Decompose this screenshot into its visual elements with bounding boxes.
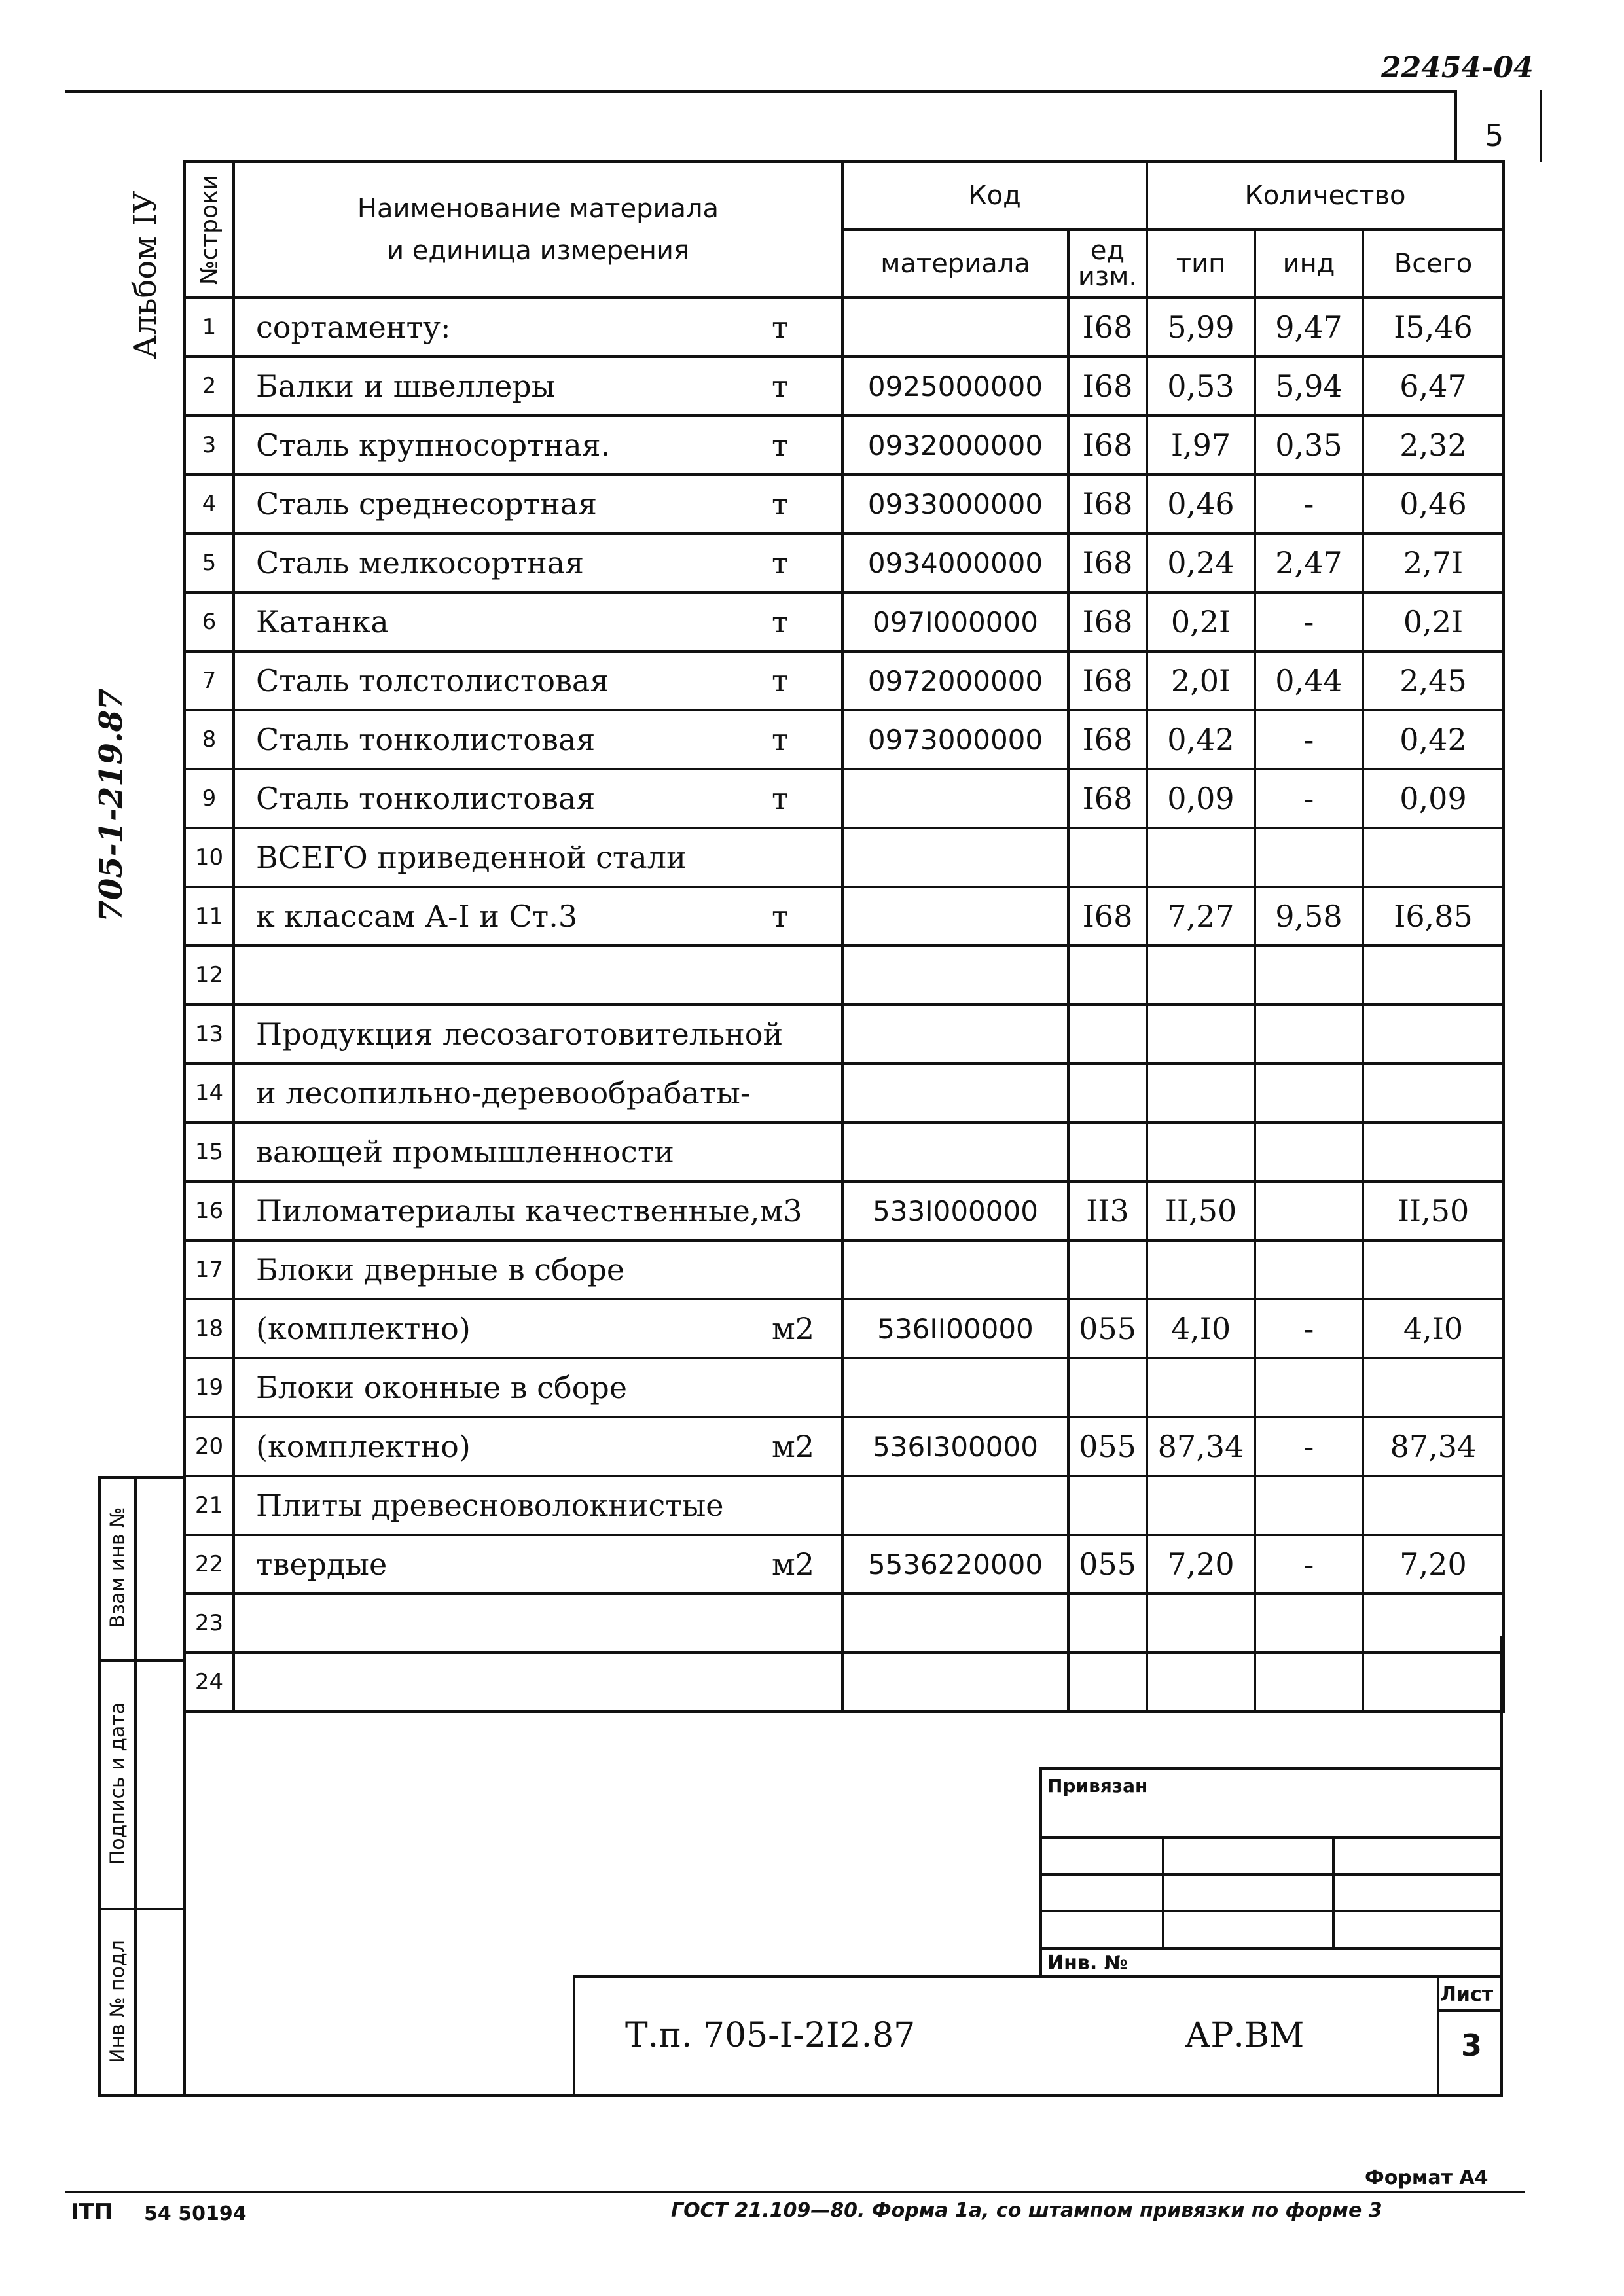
table-row: [185, 769, 1504, 828]
table-row: [185, 1299, 1504, 1358]
footer-rule: [65, 2191, 1525, 2193]
material-name-cell: [234, 592, 842, 651]
strip-inv-label: Инв № подл: [106, 1940, 130, 2063]
titleblock-top: [573, 1975, 1502, 1978]
material-code-cell: 0934000000: [842, 533, 1068, 592]
titleblock-sheet-sep: [1437, 2009, 1502, 2012]
unit-code-cell: I68: [1068, 769, 1147, 828]
material-code-cell: [842, 1122, 1068, 1181]
row-number-cell: 7: [185, 651, 234, 710]
material-name-cell: [234, 1358, 842, 1417]
table-row: [185, 1240, 1504, 1299]
qty-tip-cell: 7,27: [1147, 887, 1255, 946]
material-unit-text: т: [772, 427, 789, 463]
strip-left-edge: [98, 1476, 101, 2096]
material-name-cell: [234, 475, 842, 533]
unit-code-cell: [1068, 1122, 1147, 1181]
strip-vzam-label: Взам инв №: [106, 1507, 130, 1628]
table-row: [185, 1476, 1504, 1535]
table-row: [185, 887, 1504, 946]
strip-signature-label: Подпись и дата: [106, 1702, 130, 1865]
row-number-cell: 2: [185, 357, 234, 416]
row-number-cell: 14: [185, 1064, 234, 1122]
material-name-cell: [234, 1299, 842, 1358]
qty-ind-cell: [1255, 1594, 1363, 1653]
material-unit-text: т: [772, 604, 789, 639]
material-name-text: ВСЕГО приведенной стали: [256, 840, 687, 875]
material-name-cell: [234, 946, 842, 1005]
material-name-text: твердые: [256, 1547, 388, 1582]
titleblock-sheet-number: 3: [1461, 2028, 1483, 2063]
material-name-cell: [234, 1005, 842, 1064]
qty-tip-cell: [1147, 1064, 1255, 1122]
stamp-row-3: [1039, 1910, 1502, 1912]
unit-code-cell: [1068, 1594, 1147, 1653]
strip-top: [98, 1476, 183, 1479]
qty-tip-cell: 87,34: [1147, 1417, 1255, 1476]
material-name-cell: [234, 533, 842, 592]
frame-bottom: [98, 2094, 1503, 2097]
material-name-text: Катанка: [256, 604, 389, 639]
qty-tip-cell: 0,46: [1147, 475, 1255, 533]
titleblock-section: АР.ВМ: [1185, 2016, 1305, 2055]
material-unit-text: т: [772, 545, 789, 581]
material-name-cell: [234, 298, 842, 357]
qty-tip-cell: 5,99: [1147, 298, 1255, 357]
unit-code-cell: [1068, 828, 1147, 887]
row-number-cell: 17: [185, 1240, 234, 1299]
side-project-code: 705-1-219.87: [93, 688, 130, 922]
qty-tip-cell: 0,42: [1147, 710, 1255, 769]
row-number-cell: 5: [185, 533, 234, 592]
qty-tip-cell: II,50: [1147, 1181, 1255, 1240]
unit-code-cell: I68: [1068, 357, 1147, 416]
qty-tip-cell: 4,I0: [1147, 1299, 1255, 1358]
titleblock-designation: Т.п. 705-I-2I2.87: [625, 2016, 916, 2055]
material-name-text: к классам А-I и Ст.3: [256, 899, 578, 934]
material-unit-text: т: [772, 781, 789, 816]
qty-tip-cell: [1147, 1476, 1255, 1535]
qty-total-cell: 7,20: [1363, 1535, 1504, 1594]
unit-code-cell: [1068, 1358, 1147, 1417]
table-row: [185, 416, 1504, 475]
material-name-cell: [234, 1240, 842, 1299]
row-number-cell: 21: [185, 1476, 234, 1535]
unit-code-cell: I68: [1068, 887, 1147, 946]
unit-code-cell: I68: [1068, 533, 1147, 592]
material-unit-text: т: [772, 663, 789, 698]
table-row: [185, 651, 1504, 710]
table-row: [185, 1358, 1504, 1417]
unit-code-cell: I68: [1068, 475, 1147, 533]
page-number-box-right: [1540, 90, 1542, 162]
header-qty-tip: тип: [1147, 230, 1255, 298]
material-code-cell: [842, 887, 1068, 946]
material-name-cell: [234, 710, 842, 769]
unit-code-cell: I68: [1068, 416, 1147, 475]
material-unit-text: т: [772, 722, 789, 757]
header-name: Наименование материала и единица измерения: [234, 162, 842, 298]
header-quantity: Количество: [1147, 162, 1504, 230]
row-number-cell: 11: [185, 887, 234, 946]
material-unit-text: м2: [772, 1547, 815, 1582]
material-code-cell: [842, 1476, 1068, 1535]
material-code-cell: [842, 1064, 1068, 1122]
qty-total-cell: [1363, 828, 1504, 887]
material-code-cell: 0932000000: [842, 416, 1068, 475]
table-row: [185, 533, 1504, 592]
footer-order-number: 54 50194: [144, 2202, 247, 2225]
qty-ind-cell: 9,58: [1255, 887, 1363, 946]
qty-total-cell: I5,46: [1363, 298, 1504, 357]
footer-format: Формат А4: [1365, 2166, 1489, 2189]
qty-ind-cell: [1255, 1064, 1363, 1122]
table-row: [185, 1122, 1504, 1181]
unit-code-cell: 055: [1068, 1417, 1147, 1476]
unit-code-cell: [1068, 1240, 1147, 1299]
material-code-cell: [842, 946, 1068, 1005]
material-name-text: Пиломатериалы качественные,м3: [256, 1193, 803, 1229]
material-code-cell: 0972000000: [842, 651, 1068, 710]
material-code-cell: [842, 828, 1068, 887]
frame-left: [183, 1636, 186, 2096]
material-code-cell: [842, 1240, 1068, 1299]
material-name-cell: [234, 1535, 842, 1594]
qty-total-cell: [1363, 1653, 1504, 1712]
stamp-left: [1039, 1767, 1042, 1977]
row-number-cell: 6: [185, 592, 234, 651]
table-row: [185, 1417, 1504, 1476]
qty-total-cell: [1363, 1064, 1504, 1122]
qty-total-cell: [1363, 1594, 1504, 1653]
table-row: [185, 357, 1504, 416]
frame-right: [1500, 1636, 1503, 2096]
qty-total-cell: [1363, 1240, 1504, 1299]
material-code-cell: [842, 1358, 1068, 1417]
row-number-cell: 15: [185, 1122, 234, 1181]
unit-code-cell: I68: [1068, 298, 1147, 357]
material-name-cell: [234, 1064, 842, 1122]
qty-tip-cell: [1147, 1653, 1255, 1712]
header-qty-ind: инд: [1255, 230, 1363, 298]
material-name-cell: [234, 887, 842, 946]
material-name-text: Блоки дверные в сборе: [256, 1252, 625, 1287]
material-name-text: Плиты древесноволокнистые: [256, 1488, 724, 1523]
qty-ind-cell: -: [1255, 769, 1363, 828]
qty-total-cell: 0,2I: [1363, 592, 1504, 651]
row-number-cell: 12: [185, 946, 234, 1005]
material-name-cell: [234, 651, 842, 710]
row-number-cell: 10: [185, 828, 234, 887]
row-number-cell: 18: [185, 1299, 234, 1358]
table-row: [185, 1594, 1504, 1653]
table-row: [185, 710, 1504, 769]
qty-ind-cell: [1255, 1181, 1363, 1240]
qty-tip-cell: [1147, 1122, 1255, 1181]
material-name-cell: [234, 357, 842, 416]
row-number-cell: 16: [185, 1181, 234, 1240]
unit-code-cell: I68: [1068, 592, 1147, 651]
qty-ind-cell: 2,47: [1255, 533, 1363, 592]
unit-code-cell: I68: [1068, 651, 1147, 710]
top-rule: [65, 90, 1456, 93]
material-unit-text: т: [772, 310, 789, 345]
qty-tip-cell: [1147, 1005, 1255, 1064]
material-unit-text: т: [772, 486, 789, 522]
strip-sep-2: [98, 1908, 183, 1910]
material-name-cell: [234, 1122, 842, 1181]
material-code-cell: 536II00000: [842, 1299, 1068, 1358]
table-row: [185, 828, 1504, 887]
qty-tip-cell: 0,09: [1147, 769, 1255, 828]
material-code-cell: 536I300000: [842, 1417, 1068, 1476]
page-number: 5: [1485, 118, 1504, 153]
header-code-material: материала: [842, 230, 1068, 298]
material-name-text: Сталь крупносортная.: [256, 427, 611, 463]
material-name-cell: [234, 1417, 842, 1476]
material-name-text: Балки и швеллеры: [256, 368, 556, 404]
material-code-cell: [842, 1005, 1068, 1064]
table-row: [185, 1653, 1504, 1712]
material-name-text: Продукция лесозаготовительной: [256, 1016, 784, 1052]
qty-ind-cell: 5,94: [1255, 357, 1363, 416]
qty-ind-cell: [1255, 1122, 1363, 1181]
table-row: [185, 1535, 1504, 1594]
material-unit-text: т: [772, 899, 789, 934]
qty-total-cell: I6,85: [1363, 887, 1504, 946]
qty-ind-cell: 9,47: [1255, 298, 1363, 357]
material-code-cell: [842, 769, 1068, 828]
stamp-col-2: [1332, 1836, 1335, 1947]
footer-left-mark: ITП: [71, 2199, 113, 2225]
material-unit-text: м2: [772, 1311, 815, 1346]
row-number-cell: 1: [185, 298, 234, 357]
table-row: [185, 475, 1504, 533]
row-number-cell: 19: [185, 1358, 234, 1417]
qty-tip-cell: [1147, 828, 1255, 887]
table-row: [185, 1005, 1504, 1064]
album-label: Альбом IУ: [127, 190, 164, 359]
document-number: 22454-04: [1381, 51, 1534, 84]
row-number-cell: 4: [185, 475, 234, 533]
qty-tip-cell: [1147, 1358, 1255, 1417]
qty-ind-cell: [1255, 1653, 1363, 1712]
materials-table: [183, 160, 1505, 1713]
qty-total-cell: 0,46: [1363, 475, 1504, 533]
unit-code-cell: [1068, 946, 1147, 1005]
stamp-row-4: [1039, 1947, 1502, 1950]
row-number-cell: 8: [185, 710, 234, 769]
footer-gost-note: ГОСТ 21.109—80. Форма 1а, со штампом привязки по форме 3: [671, 2199, 1382, 2222]
material-name-cell: [234, 1653, 842, 1712]
stamp-inv-label: Инв. №: [1047, 1952, 1128, 1975]
qty-ind-cell: [1255, 1005, 1363, 1064]
qty-total-cell: [1363, 1122, 1504, 1181]
material-name-text: (комплектно): [256, 1311, 471, 1346]
material-name-text: сортаменту:: [256, 310, 451, 345]
titleblock-sheet-label: Лист: [1440, 1983, 1494, 2006]
qty-ind-cell: [1255, 1476, 1363, 1535]
row-number-cell: 13: [185, 1005, 234, 1064]
material-code-cell: 0925000000: [842, 357, 1068, 416]
qty-ind-cell: -: [1255, 710, 1363, 769]
material-code-cell: 097I000000: [842, 592, 1068, 651]
material-code-cell: 5536220000: [842, 1535, 1068, 1594]
qty-total-cell: [1363, 1358, 1504, 1417]
row-number-cell: 23: [185, 1594, 234, 1653]
unit-code-cell: II3: [1068, 1181, 1147, 1240]
stamp-top: [1039, 1767, 1502, 1770]
material-unit-text: т: [772, 368, 789, 404]
qty-tip-cell: 7,20: [1147, 1535, 1255, 1594]
qty-tip-cell: I,97: [1147, 416, 1255, 475]
material-code-cell: 0933000000: [842, 475, 1068, 533]
material-name-cell: [234, 1476, 842, 1535]
titleblock-left: [573, 1975, 575, 2096]
page-number-box-left: [1454, 90, 1457, 162]
material-name-text: Сталь мелкосортная: [256, 545, 585, 581]
table-row: [185, 592, 1504, 651]
qty-total-cell: [1363, 946, 1504, 1005]
qty-total-cell: 0,42: [1363, 710, 1504, 769]
unit-code-cell: [1068, 1005, 1147, 1064]
qty-ind-cell: [1255, 1358, 1363, 1417]
header-code-unit: ед изм.: [1068, 230, 1147, 298]
qty-ind-cell: -: [1255, 592, 1363, 651]
unit-code-cell: [1068, 1653, 1147, 1712]
row-number-cell: 24: [185, 1653, 234, 1712]
table-row: [185, 1064, 1504, 1122]
qty-total-cell: 4,I0: [1363, 1299, 1504, 1358]
qty-total-cell: 0,09: [1363, 769, 1504, 828]
material-name-text: Сталь толстолистовая: [256, 663, 609, 698]
qty-ind-cell: -: [1255, 475, 1363, 533]
material-name-cell: [234, 1181, 842, 1240]
unit-code-cell: [1068, 1476, 1147, 1535]
qty-ind-cell: -: [1255, 1417, 1363, 1476]
qty-total-cell: 2,45: [1363, 651, 1504, 710]
qty-tip-cell: [1147, 1594, 1255, 1653]
qty-tip-cell: 0,53: [1147, 357, 1255, 416]
qty-total-cell: 2,32: [1363, 416, 1504, 475]
header-row-number: №строки: [185, 162, 234, 298]
qty-tip-cell: 0,2I: [1147, 592, 1255, 651]
qty-ind-cell: [1255, 828, 1363, 887]
row-number-cell: 9: [185, 769, 234, 828]
material-name-cell: [234, 769, 842, 828]
qty-tip-cell: 2,0I: [1147, 651, 1255, 710]
qty-tip-cell: 0,24: [1147, 533, 1255, 592]
qty-total-cell: II,50: [1363, 1181, 1504, 1240]
table-row: [185, 298, 1504, 357]
unit-code-cell: I68: [1068, 710, 1147, 769]
material-name-cell: [234, 828, 842, 887]
material-name-text: вающей промышленности: [256, 1134, 674, 1170]
material-name-text: Сталь среднесортная: [256, 486, 598, 522]
table-row: [185, 946, 1504, 1005]
material-name-cell: [234, 1594, 842, 1653]
qty-ind-cell: -: [1255, 1299, 1363, 1358]
qty-ind-cell: 0,44: [1255, 651, 1363, 710]
qty-total-cell: 6,47: [1363, 357, 1504, 416]
stamp-row-1: [1039, 1836, 1502, 1839]
stamp-col-1: [1162, 1836, 1164, 1947]
strip-divider: [134, 1476, 137, 2096]
unit-code-cell: 055: [1068, 1535, 1147, 1594]
qty-ind-cell: [1255, 1240, 1363, 1299]
qty-ind-cell: [1255, 946, 1363, 1005]
qty-total-cell: [1363, 1476, 1504, 1535]
qty-tip-cell: [1147, 1240, 1255, 1299]
material-name-cell: [234, 416, 842, 475]
qty-total-cell: 87,34: [1363, 1417, 1504, 1476]
header-qty-total: Всего: [1363, 230, 1504, 298]
unit-code-cell: 055: [1068, 1299, 1147, 1358]
material-name-text: Сталь тонколистовая: [256, 781, 596, 816]
stamp-row-2: [1039, 1873, 1502, 1876]
qty-tip-cell: [1147, 946, 1255, 1005]
strip-sep-1: [98, 1659, 183, 1662]
material-name-text: Блоки оконные в сборе: [256, 1370, 628, 1405]
table-row: [185, 1181, 1504, 1240]
row-number-cell: 22: [185, 1535, 234, 1594]
material-name-text: Сталь тонколистовая: [256, 722, 596, 757]
header-code: Код: [842, 162, 1147, 230]
titleblock-sheet-left: [1437, 1975, 1439, 2096]
material-code-cell: [842, 1653, 1068, 1712]
row-number-cell: 20: [185, 1417, 234, 1476]
material-code-cell: 533I000000: [842, 1181, 1068, 1240]
qty-ind-cell: -: [1255, 1535, 1363, 1594]
material-name-text: (комплектно): [256, 1429, 471, 1464]
qty-total-cell: 2,7I: [1363, 533, 1504, 592]
row-number-cell: 3: [185, 416, 234, 475]
material-code-cell: [842, 1594, 1068, 1653]
material-code-cell: [842, 298, 1068, 357]
unit-code-cell: [1068, 1064, 1147, 1122]
material-name-text: и лесопильно-деревообрабаты-: [256, 1075, 751, 1111]
material-code-cell: 0973000000: [842, 710, 1068, 769]
stamp-privyazan-label: Привязан: [1047, 1775, 1148, 1797]
qty-ind-cell: 0,35: [1255, 416, 1363, 475]
qty-total-cell: [1363, 1005, 1504, 1064]
material-unit-text: м2: [772, 1429, 815, 1464]
